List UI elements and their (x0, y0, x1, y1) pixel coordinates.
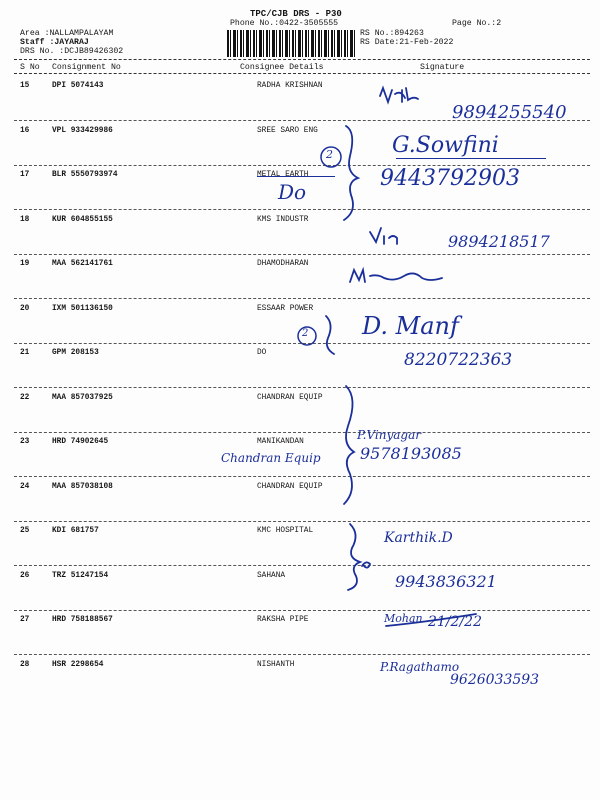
row-sno: 18 (20, 216, 30, 224)
col-sno: S No (20, 63, 40, 72)
row-consignment: GPM 208153 (52, 349, 99, 357)
row-sno: 23 (20, 438, 30, 446)
row-consignment: KDI 681757 (52, 527, 99, 535)
row-consignment: MAA 857037925 (52, 394, 113, 402)
hw-date-27: 21/2/22 (428, 614, 482, 630)
row-consignment: VPL 933429986 (52, 127, 113, 135)
row-consignment: MAA 857038108 (52, 483, 113, 491)
row-consignee: SREE SARO ENG (257, 127, 318, 135)
row-sno: 17 (20, 171, 30, 179)
row-consignment: DPI 5074143 (52, 82, 104, 90)
row-consignee: CHANDRAN EQUIP (257, 394, 323, 402)
row-consignment: MAA 562141761 (52, 260, 113, 268)
hw-chandran-23: Chandran Equip (221, 451, 321, 465)
hw-circle-3: 2 (302, 328, 309, 339)
hw-phone-28: 9626033593 (450, 672, 540, 688)
hw-name-27: Mohan (384, 612, 423, 625)
hw-name-23: P.Vinyagar (357, 428, 421, 442)
row-consignee: CHANDRAN EQUIP (257, 483, 323, 491)
hw-name-25: Karthik.D (384, 530, 453, 546)
row-sno: 26 (20, 572, 30, 580)
phone-number: Phone No.:0422-3505555 (230, 19, 339, 28)
row-consignee: DO (257, 349, 267, 357)
row-sno: 15 (20, 82, 30, 90)
row-consignment: BLR 5550793974 (52, 171, 118, 179)
row-sno: 28 (20, 661, 30, 669)
col-consignee: Consignee Details (240, 63, 324, 72)
page-number: Page No.:2 (452, 19, 502, 28)
row-consignee: MANIKANDAN (257, 438, 304, 446)
col-signature: Signature (420, 63, 465, 72)
row-consignee: KMS INDUSTR (257, 216, 309, 224)
hw-name-20: D. Manf (362, 312, 459, 340)
hw-name-16: G.Sowfini (392, 133, 499, 158)
row-consignee: DHAMODHARAN (257, 260, 309, 268)
hw-phone-18: 9894218517 (448, 232, 550, 251)
row-consignment: TRZ 51247154 (52, 572, 109, 580)
row-consignee: SAHANA (257, 572, 286, 580)
row-consignment: HRD 758188567 (52, 616, 113, 624)
row-consignment: HRD 74902645 (52, 438, 109, 446)
col-consignment: Consignment No (52, 63, 121, 72)
row-sno: 20 (20, 305, 30, 313)
row-consignee: RADHA KRISHNAN (257, 82, 323, 90)
hw-phone-17: 9443792903 (380, 166, 520, 191)
row-consignment: HSR 2298654 (52, 661, 104, 669)
row-consignee: KMC HOSPITAL (257, 527, 314, 535)
hw-phone-15: 9894255540 (452, 102, 567, 123)
rs-date: RS Date:21-Feb-2022 (360, 38, 454, 47)
row-consignee: METAL EARTH (257, 171, 309, 179)
row-consignee: RAKSHA PIPE (257, 616, 309, 624)
row-consignment: IXM 501136150 (52, 305, 113, 313)
hw-underline-16 (396, 158, 546, 159)
row-sno: 19 (20, 260, 30, 268)
hw-phone-23: 9578193085 (360, 444, 462, 463)
row-sno: 24 (20, 483, 30, 491)
staff-label: Staff :JAYARAJ (20, 38, 89, 47)
row-consignee: NISHANTH (257, 661, 295, 669)
hw-phone-26: 9943836321 (395, 572, 497, 591)
row-consignment: KUR 604855155 (52, 216, 113, 224)
hw-name-28: P.Ragathamo (380, 660, 460, 674)
rs-number: RS No.:894263 (360, 29, 424, 38)
sheet-title: TPC/CJB DRS - P30 (250, 9, 342, 19)
hw-do-17: Do (278, 180, 307, 204)
row-sno: 22 (20, 394, 30, 402)
drs-number: DRS No. :DCJB89426302 (20, 47, 124, 56)
area-label: Area :NALLAMPALAYAM (20, 29, 114, 38)
row-sno: 27 (20, 616, 30, 624)
hw-circle-2: 2 (326, 148, 333, 161)
hw-phone-21: 8220722363 (404, 350, 513, 370)
row-sno: 25 (20, 527, 30, 535)
row-consignee: ESSAAR POWER (257, 305, 314, 313)
row-sno: 16 (20, 127, 30, 135)
row-sno: 21 (20, 349, 30, 357)
